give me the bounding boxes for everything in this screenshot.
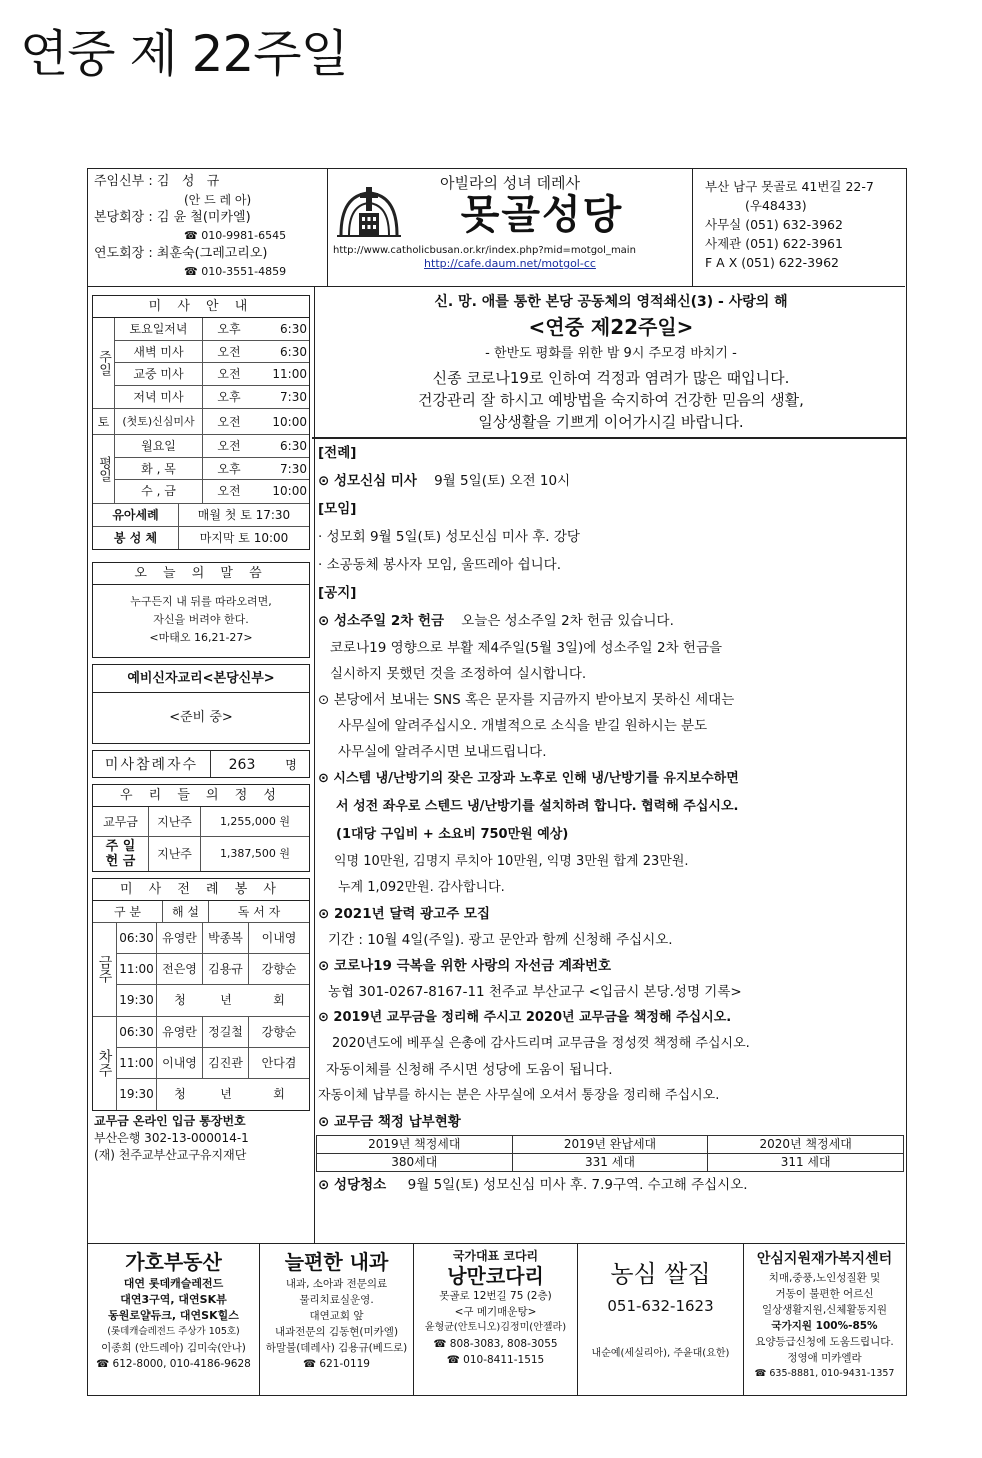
table-cell: 2019년 책정세대 [317,1136,513,1154]
bank-title: 교무금 온라인 입금 통장번호 [94,1113,246,1128]
offering-amount: 1,387,500 원 [219,846,291,860]
notice-text: 9월 5일(토) 성모신심 미사 후. 7.9구역. 수고해 주십시오. [407,1177,748,1193]
church-name: 못골성당 [460,192,624,238]
server-row: 11:00 이내영 김진관 안다겸 [117,1048,309,1079]
pastor-label: 주임신부 : [94,174,157,189]
servers-head: 독 서 자 [237,904,281,919]
notice-line [316,467,906,495]
infant-label: 유아세례 [93,504,179,526]
server-row: 19:30 청 년 회 [117,1079,309,1110]
mass-title: 미 사 안 내 [93,296,309,318]
infant-baptism-row [93,503,309,526]
word-line: 누구든지 내 뒤를 따라오려면, [130,594,272,608]
section-liturgy: [전례] [318,445,357,461]
advertisements [88,1243,905,1395]
yeondo-label: 연도회장 : [94,246,157,261]
notice-line: 코로나19 영향으로 부활 제4주일(5월 3일)에 성소주일 2차 헌금을 [330,640,723,656]
mass-ampm: 오전 [217,344,241,359]
peace-prayer: - 한반도 평화를 위한 밤 9시 주모경 바치기 - [485,346,737,361]
theme: 신. 망. 애를 통한 본당 공동체의 영적쇄신(3) - 사랑의 해 [434,294,788,310]
notice-heading: ⊙ 성당청소 [318,1177,387,1193]
ad-name: 농심 쌀집 [610,1260,711,1288]
next-week-label: 차주 [93,1017,117,1110]
table-cell: 311 세대 [708,1154,904,1172]
church-title [329,169,691,287]
notice-line: ⊙ 코로나19 극복을 위한 사랑의 자선금 계좌번호 [318,958,612,974]
mass-name: 월요일 [115,435,203,457]
yeondo-phone: ☎ 010-3551-4859 [184,265,287,278]
notice-line: 사무실에 알려주시면 보내드립니다. [338,744,547,760]
sat-name: (첫토)신심미사 [115,409,203,434]
zip: (우48433) [745,198,807,213]
sat-ampm: 오전 [217,415,241,429]
attendance-count: 263 [228,756,256,773]
this-week-label: 금주 [93,923,117,1016]
bulletin [87,168,907,1396]
week-title: <연중 제22주일> [528,315,694,339]
server-row: 19:30 청 년 회 [117,985,309,1016]
word-line: 자신을 버려야 한다. [153,612,249,626]
mass-ampm: 오후 [217,322,241,336]
mass-ampm: 오전 [217,439,241,453]
word-reference: <마태오 16,21-27> [149,630,253,644]
notice-line: ⊙ 시스템 냉/난방기의 잦은 고장과 노후로 인해 냉/난방기를 유지보수하면 [318,771,739,786]
mass-name: 교중 미사 [115,363,203,385]
servers-header [93,901,309,923]
notice-line: 2020년도에 베푸실 은총에 감사드리며 교무금을 정성껏 책정해 주십시오. [332,1036,750,1051]
server-row: 06:30 유영란 박종복 이내영 [117,923,309,954]
offerings-title: 우 리 들 의 정 성 [93,785,309,807]
notice-line: 자동이체 납부를 하시는 분은 사무실에 오셔서 통장을 정리해 주십시오. [318,1088,720,1103]
mass-time: 6:30 [280,344,307,359]
table-cell: 331 세대 [512,1154,708,1172]
server-row: 06:30 유영란 정길철 강향순 [117,1017,309,1048]
notice-line [316,607,906,635]
notice-line: · 소공동체 봉사자 모임, 울뜨레아 쉽니다. [318,557,561,573]
communion-label: 봉 성 체 [93,527,179,549]
notice-line [316,1172,906,1198]
section-announcements: [공지] [318,585,357,601]
notice-line: ⊙ 2019년 교무금을 정리해 주시고 2020년 교무금을 책정해 주십시오. [318,1010,732,1025]
bank-owner: (재) 천주교부산교구유지재단 [94,1147,247,1162]
ad-name: 낭만코다리 [447,1264,544,1288]
communion-value: 마지막 토 10:00 [199,530,289,545]
mass-time: 6:30 [280,322,307,336]
mass-time: 11:00 [272,367,307,381]
notice-line: 서 성전 좌우로 스텐드 냉/난방기를 설치하려 합니다. 협력해 주십시오. [336,799,739,814]
bulletin-header [88,169,905,287]
mass-name: 새벽 미사 [115,341,203,363]
offering-period: 지난주 [149,837,201,871]
infant-value: 매월 첫 토 17:30 [197,507,291,522]
notice-line: 누계 1,092만원. 감사합니다. [338,880,505,895]
mass-time: 6:30 [280,439,307,453]
catechism-box [92,664,310,744]
notice-line: (1대당 구입비 + 소요비 750만원 예상) [336,827,569,842]
mass-name: 화 , 목 [115,458,203,480]
mass-name: 수 , 금 [115,480,203,503]
mass-row [115,363,309,386]
office-phone: 사무실 (051) 632-3962 [705,217,843,232]
notice-line: ⊙ 본당에서 보내는 SNS 혹은 문자를 지금까지 받아보지 못하신 세대는 [318,692,735,708]
notice-column [316,287,906,1198]
mass-name: 토요일저녁 [115,318,203,340]
section-meeting: [모임] [318,501,357,517]
pastor-baptism: (안 드 레 아) [184,193,252,207]
contact-info [692,169,906,287]
yeondo-name: 최훈숙(그레고리오) [156,246,268,261]
table-cell: 2020년 책정세대 [708,1136,904,1154]
ad-rice-shop: 농심 쌀집 051-632-1623 내순예(세실리아), 주윤대(요한) [578,1244,744,1395]
dues-status-table [316,1135,904,1172]
mass-ampm: 오후 [217,389,241,404]
catechism-title: 예비신자교리<본당신부> [93,665,309,693]
ad-name: 가호부동산 [125,1250,222,1274]
table-cell: 380세대 [317,1154,513,1172]
ad-name: 늘편한 내과 [284,1250,389,1274]
word-title: 오 늘 의 말 씀 [93,563,309,585]
offering-amount: 1,255,000 원 [219,814,291,828]
mass-row [115,480,309,503]
offering-label: 주 일 헌 금 [93,837,149,871]
notice-line: 익명 10만원, 김명지 루치아 10만원, 익명 3만원 합계 23만원. [334,854,689,869]
attendance-unit: 명 [285,757,297,772]
patron-saint: 아빌라의 성녀 데레사 [440,174,580,192]
todays-word [92,562,310,658]
offering-row [93,837,309,871]
notice-line: 기간 : 10월 4일(주일). 광고 문안과 함께 신청해 주십시오. [328,932,673,948]
mass-ampm: 오전 [217,484,241,498]
sat-time: 10:00 [272,415,307,429]
covid-message: 건강관리 잘 하시고 예방법을 숙지하여 건강한 믿음의 생활, [418,391,804,409]
notice-text: 9월 5일(토) 오전 10시 [434,473,571,489]
servers-head: 구 분 [93,901,163,922]
mass-time: 10:00 [272,484,307,498]
notice-line: ⊙ 교무금 책정 납부현황 [318,1114,461,1130]
attendance-box [92,750,310,778]
page-title: 연중 제 22주일 [20,25,348,83]
catechism-body: <준비 중> [169,709,233,725]
bank-account [92,1113,310,1164]
liturgy-servers [92,878,310,1111]
fax: F A X (051) 622-3962 [705,255,839,270]
communion-row [93,526,309,549]
bank-account-number: 부산은행 302-13-000014-1 [94,1130,249,1145]
notice-line: ⊙ 2021년 달력 광고주 모집 [318,906,491,922]
notice-line: 실시하지 못했던 것을 조정하여 실시합니다. [330,666,587,682]
ad-care-center: 안심지원재가복지센터 치매,중풍,노인성질환 및 거동이 불편한 어르신 일상생활지원,신체활동지원 국가지원 100%-85% 요양등급신청에 도움드립니다. 정영애 미카엘라 ☎ 635-8881, 010-9431-1357 [744,1244,905,1395]
notice-heading: ⊙ 성모신심 미사 [318,473,417,489]
offering-row [93,807,309,837]
mass-time: 7:30 [280,389,307,404]
address: 부산 남구 못골로 41번길 22-7 [705,179,874,194]
weekday-label: 평일 [93,435,115,503]
ad-restaurant: 국가대표 코다리 낭만코다리 못골로 12번길 75 (2층) <구 메기매운탕> 윤형균(안토니오)김정미(안젤라) ☎ 808-3083, 808-3055 ☎ 010-8411-1515 [414,1244,578,1395]
mass-row [115,318,309,341]
council-label: 본당회장 : [94,210,157,225]
mass-time: 7:30 [280,461,307,476]
diocese-link[interactable]: http://www.catholicbusan.or.kr/index.php?mid=motgol_main [333,245,636,256]
sat-label: 토 [93,409,115,434]
mass-row [115,435,309,458]
offerings-box [92,784,310,872]
mass-ampm: 오후 [217,461,241,476]
church-logo-icon [337,185,401,239]
notice-line: · 성모회 9월 5일(토) 성모신심 미사 후. 강당 [318,529,580,545]
council-name: 김 윤 철(미카엘) [156,210,251,225]
notice-heading: ⊙ 성소주일 2차 헌금 [318,613,445,629]
servers-head: 해 설 [163,901,209,922]
servers-title: 미 사 전 례 봉 사 [93,879,309,901]
offering-period: 지난주 [149,807,201,836]
offering-label: 교무금 [93,807,149,836]
attendance-label: 미사참례자수 [93,751,211,777]
mass-ampm: 오전 [217,367,241,381]
table-row [317,1154,904,1172]
server-row: 11:00 전은영 김용규 강향순 [117,954,309,985]
left-column [92,295,310,1164]
notice-text: 오늘은 성소주일 2차 헌금 있습니다. [461,613,674,629]
table-cell: 2019년 완납세대 [512,1136,708,1154]
ad-realestate: 가호부동산 대연 롯데캐슬레전드 대연3구역, 대연SK뷰 동원로얄듀크, 대연SK힐스 (롯데캐슬레전드 주상가 105호) 이종희 (안드레아) 김미숙(안나) ☎ 612-8000, 010-4186-9628 [88,1244,260,1395]
mass-name: 저녁 미사 [115,386,203,409]
saturday-row [93,408,309,434]
sunday-label: 주일 [93,318,115,408]
notice-line: 사무실에 알려주십시오. 개별적으로 소식을 받길 원하시는 분도 [338,718,708,734]
pastor-name: 김 성 규 [156,174,220,189]
mass-row [115,386,309,409]
notice-line: 자동이체를 신청해 주시면 성당에 도움이 됩니다. [326,1062,613,1078]
council-phone: ☎ 010-9981-6545 [184,229,287,242]
mass-row [115,458,309,481]
ad-name: 안심지원재가복지센터 [756,1251,893,1267]
rectory-phone: 사제관 (051) 622-3961 [705,236,843,251]
covid-message: 신종 코로나19로 인하여 걱정과 염려가 많은 때입니다. [432,369,790,387]
mass-schedule [92,295,310,550]
staff-info [88,169,328,287]
notice-line: 농협 301-0267-8167-11 천주교 부산교구 <입금시 본당.성명 기록> [328,984,742,1000]
table-row [317,1136,904,1154]
ad-clinic: 늘편한 내과 내과, 소아과 전문의료 물리치료실운영. 대연교회 앞 내과전문의 김동현(미카엘) 하말불(데레사) 김용규(베드로) ☎ 621-0119 [260,1244,414,1395]
mass-row [115,341,309,364]
cafe-link[interactable]: http://cafe.daum.net/motgol-cc [424,257,596,270]
covid-message: 일상생활을 기쁘게 이어가시길 바랍니다. [478,413,744,431]
